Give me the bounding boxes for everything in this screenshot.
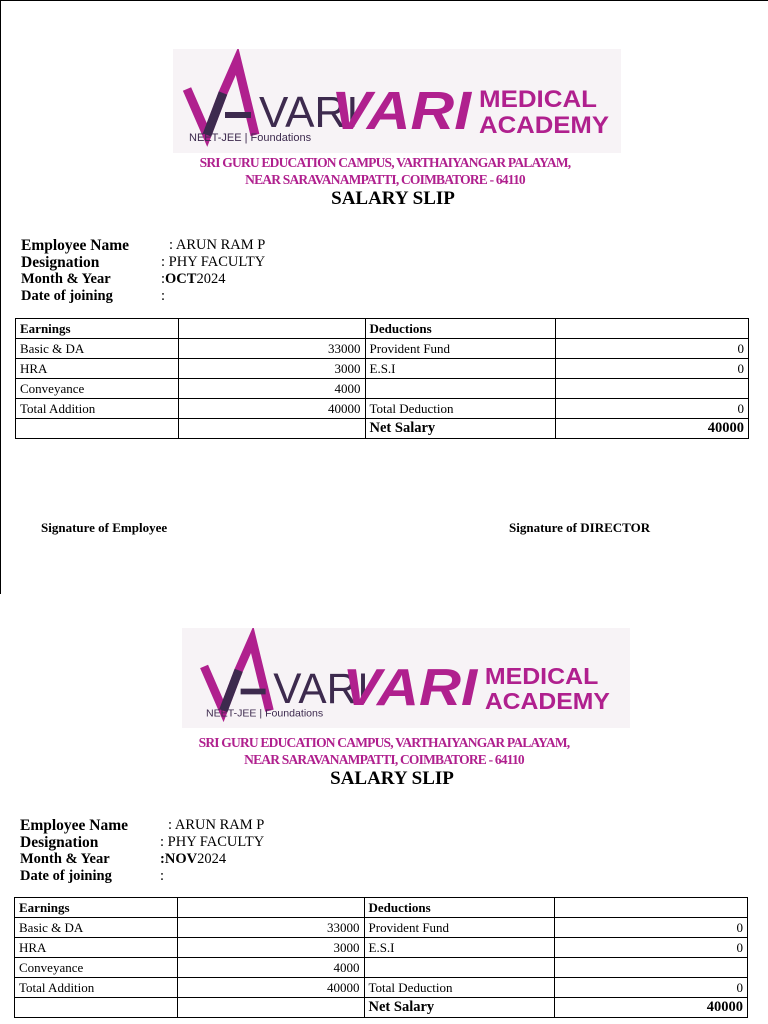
table-header-row [15,898,748,918]
deduction-label: Total Deduction [364,978,555,998]
earnings-header: Earnings [16,319,179,339]
designation-value: : PHY FACULTY [161,254,266,270]
logo-line2: ACADEMY [479,112,609,139]
logo-brand: VARI [342,658,479,717]
table-row [15,938,748,958]
signature-director: Signature of DIRECTOR [509,520,651,535]
month-value: OCT [165,271,197,287]
deduction-amount: 0 [556,359,749,379]
deduction-label: Provident Fund [364,918,555,938]
table-row [16,339,749,359]
address-line-2: NEAR SARAVANAMPATTI, COIMBATORE - 64110 [244,752,524,767]
earning-amount: 4000 [177,958,364,978]
deduction-amount [556,379,749,399]
net-salary-value: 40000 [556,419,749,439]
deductions-header: Deductions [364,898,555,918]
net-salary-label: Net Salary [365,419,556,439]
address-line-1: SRI GURU EDUCATION CAMPUS, VARTHAIYANGAR PALAYAM, [198,735,570,750]
month-year-label: Month & Year [20,851,110,867]
month-year-label: Month & Year [21,271,111,287]
year-value: 2024 [197,851,227,867]
deductions-header: Deductions [365,319,556,339]
deduction-amount: 0 [555,978,748,998]
logo-left-text: VARI [273,665,369,712]
deduction-label: Provident Fund [365,339,556,359]
deduction-label [365,379,556,399]
employee-name-value: : ARUN RAM P [169,237,266,253]
salary-table [15,318,749,439]
deduction-amount: 0 [555,938,748,958]
table-row [16,359,749,379]
earning-amount: 40000 [178,399,365,419]
employee-name-label: Employee Name [20,817,129,834]
net-salary-row [15,998,748,1018]
address-line-2: NEAR SARAVANAMPATTI, COIMBATORE - 64110 [245,172,525,187]
net-salary-value: 40000 [555,998,748,1018]
deduction-label [364,958,555,978]
earning-label: Basic & DA [16,339,179,359]
earning-label: Conveyance [16,379,179,399]
institute-address [0,734,768,768]
earning-label: HRA [16,359,179,379]
address-line-1: SRI GURU EDUCATION CAMPUS, VARTHAIYANGAR PALAYAM, [199,155,571,170]
table-row [15,958,748,978]
logo-brand: VARI [331,81,473,141]
logo-line1: MEDICAL [479,86,597,113]
earning-amount: 33000 [177,918,364,938]
doj-value: : [160,868,165,884]
earning-amount: 33000 [178,339,365,359]
doj-value: : [161,288,166,304]
earning-amount: 3000 [177,938,364,958]
table-row [16,379,749,399]
earning-label: HRA [15,938,178,958]
net-salary-row [16,419,749,439]
earning-label: Total Addition [16,399,179,419]
doj-label: Date of joining [21,288,113,304]
slip-title: SALARY SLIP [330,768,454,789]
earning-amount: 4000 [178,379,365,399]
employee-info [21,237,265,305]
earning-label: Conveyance [15,958,178,978]
logo-left-text: VARI [259,88,359,137]
logo-line2: ACADEMY [484,687,611,714]
deduction-amount: 0 [556,339,749,359]
employee-name-label: Employee Name [21,237,130,254]
month-year-colon: : [161,271,166,287]
vari-academy-logo [173,49,621,153]
deduction-label: Total Deduction [365,399,556,419]
earning-amount: 3000 [178,359,365,379]
earning-label: Basic & DA [15,918,178,938]
logo-tagline: NEET-JEE | Foundations [189,132,312,144]
employee-name-value: : ARUN RAM P [168,817,265,833]
earning-label: Total Addition [15,978,178,998]
deduction-label: E.S.I [365,359,556,379]
deduction-amount: 0 [556,399,749,419]
earning-amount: 40000 [177,978,364,998]
slip-title: SALARY SLIP [331,188,455,209]
month-year-colon: : [160,851,165,867]
salary-slip-nov [0,594,768,1024]
logo-line1: MEDICAL [484,662,599,689]
doj-label: Date of joining [20,868,112,884]
month-value: NOV [164,851,198,867]
deduction-amount [555,958,748,978]
designation-label: Designation [20,834,99,851]
signature-employee: Signature of Employee [41,520,168,535]
table-header-row [16,319,749,339]
institute-address [1,154,768,188]
deduction-amount: 0 [555,918,748,938]
table-row [15,918,748,938]
salary-table [14,897,748,1018]
vari-academy-logo [182,628,630,728]
table-row [15,978,748,998]
year-value: 2024 [196,271,226,287]
table-row [16,399,749,419]
earnings-header: Earnings [15,898,178,918]
designation-label: Designation [21,254,100,271]
net-salary-label: Net Salary [364,998,555,1018]
designation-value: : PHY FACULTY [160,834,265,850]
deduction-label: E.S.I [364,938,555,958]
logo-tagline: NEET-JEE | Foundations [206,707,324,720]
employee-info [20,817,264,885]
